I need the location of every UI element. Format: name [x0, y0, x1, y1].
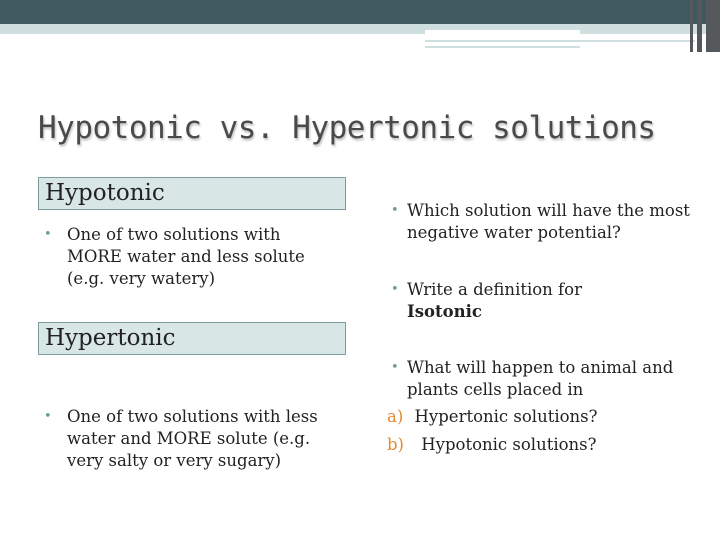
- question-isotonic-prefix: Write a definition for: [407, 280, 582, 299]
- list-item-b-text: Hypotonic solutions?: [421, 435, 597, 454]
- bullet-icon: •: [44, 409, 52, 424]
- hypertonic-definition: One of two solutions with less water and MORE solute (e.g. very salty or very sugary): [67, 407, 318, 470]
- banner-accent: [0, 24, 720, 34]
- question-water-potential: Which solution will have the most negative water potential?: [407, 201, 690, 242]
- hypotonic-definition: One of two solutions with MORE water and less solute (e.g. very watery): [67, 225, 305, 288]
- banner-line-short: [425, 46, 580, 48]
- banner-line: [425, 40, 695, 42]
- hypotonic-heading: Hypotonic: [38, 177, 346, 210]
- question-cells: What will happen to animal and plants cells placed in: [407, 358, 674, 399]
- list-item-a: [387, 406, 707, 428]
- banner-stripe: [706, 0, 720, 52]
- bullet-icon: •: [391, 203, 399, 218]
- bullet-icon: •: [44, 227, 52, 242]
- list-item-b: [387, 434, 707, 456]
- banner-stripe: [690, 0, 693, 52]
- bullet-icon: •: [391, 360, 399, 375]
- list-item-a-text: Hypertonic solutions?: [414, 407, 598, 426]
- hypertonic-heading: Hypertonic: [38, 322, 346, 355]
- list-marker-b: b): [387, 435, 404, 454]
- question-isotonic: [407, 279, 707, 323]
- slide-title: Hypotonic vs. Hypertonic solutions: [38, 110, 656, 146]
- banner-stripe: [697, 0, 702, 52]
- list-marker-a: a): [387, 407, 404, 426]
- top-banner: [0, 0, 720, 24]
- isotonic-term: Isotonic: [407, 302, 482, 321]
- bullet-icon: •: [391, 282, 399, 297]
